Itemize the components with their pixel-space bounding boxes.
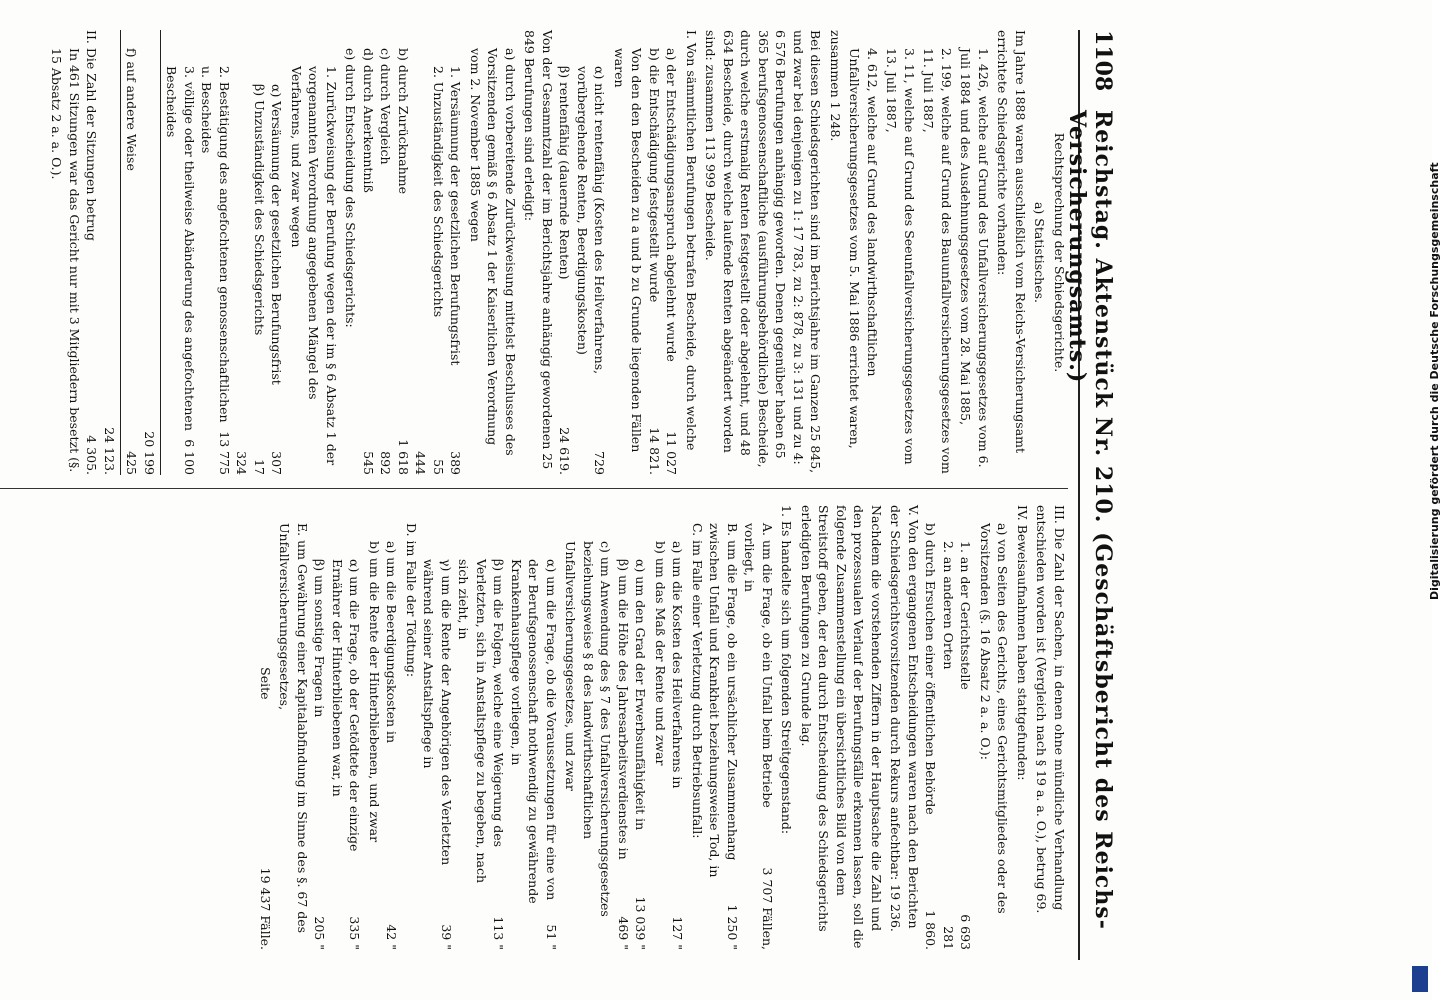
item-label: γ) um die Rente der Angehörigen des Verletzten während seiner Anstaltspflege in xyxy=(421,559,454,866)
item-label: β) rentenfähig (dauernde Renten) xyxy=(557,66,573,280)
item-label: 1. Es handelte sich um folgenden Streitgegenstand: xyxy=(779,505,795,835)
subtotal: 324 xyxy=(234,451,250,475)
item-label: d) durch Anerkenntniß xyxy=(361,48,376,193)
paragraph: Von der Gesammtzahl der im Berichtsjahre anhängig gewordenen 25 849 Berufungen sind erledigt: xyxy=(522,30,555,470)
item-label: c) um Anwendung des § 7 des Unfallversicherungsgesetzes beziehungsweise § 8 des landwirthschaftlichen Unfallversicherungsgesetzes, und zwar xyxy=(563,541,614,917)
item-label: a) um die Beerdigungskosten in xyxy=(384,541,400,744)
item-label: α) nicht rentenfähig (Kosten des Heilverfahrens, vorübergehende Renten, Beerdigungskosten) xyxy=(575,66,608,375)
item-value: 55 xyxy=(431,459,446,475)
item-label: 2. Unzuständigkeit des Schiedsgerichts xyxy=(431,66,446,318)
list-item: 1. 426, welche auf Grund des Unfallversicherungsgesetzes vom 6. Juli 1884 und des Ausdehnungsgesetzes vom 28. Mai 1885, xyxy=(958,48,991,468)
item-value: 51 " xyxy=(544,924,559,950)
item-label: a) durch vorbereitende Zurückweisung mittelst Beschlusses des Vorsitzenden gemäß § 6 Absatz 1 der Kaiserlichen Verordnung vom 2. November 1885 wegen xyxy=(468,48,518,456)
item-value: 1 860. xyxy=(923,910,939,950)
dfg-logo xyxy=(1412,966,1428,992)
item-value: 6 100 xyxy=(182,439,197,475)
section-heading: I. Von sämmtlichen Berufungen betrafen Bescheide, durch welche xyxy=(684,30,699,451)
item-value: 11 027 xyxy=(664,431,680,475)
section-heading: III. Die Zahl der Sachen, in denen ohne mündliche Verhandlung entschieden worden ist (Vergleich nach § 19 a. a. O.), betrug 69. xyxy=(1034,505,1067,914)
item-label: α) um den Grad der Erwerbsunfähigkeit in xyxy=(633,559,649,831)
item-value: 1 250 " xyxy=(725,904,740,950)
seite-label: Seite xyxy=(258,667,273,700)
intro-text: Im Jahre 1888 waren ausschließlich vom Reichs-Versicherungsamt errichtete Schiedsgerichte vorhanden: xyxy=(995,30,1028,454)
item-label: b) durch Zurücknahme xyxy=(396,48,411,195)
item-label: C. im Falle einer Verletzung durch Betriebsunfall: xyxy=(690,523,705,839)
item-value: 13 775 xyxy=(217,431,232,475)
page-title: Reichstag. Aktenstück Nr. 210. (Geschäftsbericht des Reichs-Versicherungsamts.) xyxy=(1064,110,1116,930)
digitization-credit: Digitalisierung gefördert durch die Deutsche Forschungsgemeinschaft xyxy=(1428,162,1441,600)
item-value: 6 693 xyxy=(958,914,974,950)
item-label: D. im Falle der Tödtung: xyxy=(404,523,419,678)
item-label: β) um sonstige Fragen in xyxy=(312,559,328,718)
item-label: a) um die Kosten des Heilverfahrens in xyxy=(670,541,686,789)
item-label: α) um die Frage, ob die Voraussetzungen für eine von der Berufsgenossenschaft nothwendig zu gewährende Krankenhauspflege vorliegen, in xyxy=(509,559,559,904)
total-line: zusammen 1 248. xyxy=(828,30,843,142)
item-value: 389 xyxy=(448,451,464,475)
item-label: 3. völlige oder theilweise Abänderung des angefochtenen Bescheides xyxy=(164,66,197,431)
item-value: 469 " xyxy=(616,916,631,950)
paragraph: Nachdem die vorstehenden Ziffern in der Hauptsache die Zahl und den prozessualen Verlauf der Berufungsfälle erkennen lassen, soll die folgende Zusammenstellung ein übersichtliches Bild von dem Streitstoff geben, der den durch Entscheidung des Schiedsgerichts erledigten Berufungen zu Grunde lag. xyxy=(799,505,884,949)
item-value: 17 xyxy=(252,459,267,475)
item-value: 4 305. xyxy=(84,435,100,475)
item-value: 425 xyxy=(124,451,140,475)
section-heading: IV. Beweisaufnahmen haben stattgefunden: xyxy=(1015,505,1030,781)
page-number: 1108 xyxy=(1090,30,1116,92)
paragraph: Bei diesen Schiedsgerichten sind im Berichtsjahre im Ganzen 25 845, und zwar bei denjenigen zu 1: 17 783, zu 2: 878, zu 3: 131 und zu 4: 6 576 Berufungen anhängig geworden. Denen gegenüber haben 65 365 berufsgenossenschaftliche (ausführungsbehördliche) Bescheide, durch welche erstmalig Renten festgestellt oder abgelehnt, und 48 634 Bescheide, durch welche laufende Renten abgeändert worden sind: zusammen 113 999 Bescheide. xyxy=(703,30,824,474)
item-value: 729 xyxy=(592,451,608,475)
item-label: 1. Zurückweisung der Berufung wegen der im § 6 Absatz 1 der vorgenannten Verordnung angegebenen Mängel des Verfahrens, und zwar wegen xyxy=(289,66,339,466)
item-label: b) um das Maß der Rente und zwar xyxy=(653,541,668,766)
item-value: 14 821. xyxy=(647,427,662,475)
subtotal: 20 199 xyxy=(142,431,157,475)
seite-total: 19 437 Fälle. xyxy=(258,867,273,950)
item-label: b) die Entschädigung festgestellt wurde xyxy=(647,48,662,303)
item-label: c) durch Vergleich xyxy=(378,48,394,165)
subhead-a: a) Statistisches. xyxy=(1032,201,1048,304)
item-label: a) von Seiten des Gerichts, eines Gerichtsmitgliedes oder des Vorsitzenden (§. 16 Absatz 2 a. a. O.): xyxy=(978,523,1011,914)
list-item: 3. 11, welche auf Grund des Seeunfallversicherungsgesetzes vom 13. Juli 1887, xyxy=(884,48,917,465)
item-label: b) um die Rente der Hinterbliebenen, und zwar xyxy=(367,541,382,843)
item-label: β) um die Folgen, welche eine Weigerung des Verletzten, sich in Anstaltspflege zu begeben, nach sich zieht, in xyxy=(456,559,507,884)
grand-total: 24 123. xyxy=(102,427,117,475)
left-column xyxy=(46,30,1068,475)
item-label: β) um die Höhe des Jahresarbeitsverdienstes in xyxy=(616,559,631,860)
item-label: A. um die Frage, ob ein Unfall beim Betriebe vorliegt, in xyxy=(742,523,775,808)
item-label: α) Versäumung der gesetzlichen Berufungsfrist xyxy=(269,84,285,385)
section-heading: II. Die Zahl der Sitzungen betrug xyxy=(84,30,100,241)
item-value: 545 xyxy=(361,451,376,475)
subtotal: 444 xyxy=(413,451,429,475)
item-value: 3 707 Fällen, xyxy=(760,867,775,950)
item-value: 127 " xyxy=(670,916,686,950)
item-value: 892 xyxy=(378,451,394,475)
section-heading: V. Von den ergangenen Entscheidungen waren nach den Berichten der Schiedsgerichtsvorsitzenden durch Rekurs anfechtbar: 19 236. xyxy=(888,505,921,932)
item-label: e) durch Entscheidung des Schiedsgerichts: xyxy=(343,48,359,328)
item-label: a) der Entschädigungsanspruch abgelehnt wurde xyxy=(664,48,680,362)
item-value: 13 039 " xyxy=(633,896,649,950)
item-label: β) Unzuständigkeit des Schiedsgerichts xyxy=(252,84,267,336)
item-label: 2. Bestätigung des angefochtenen genossenschaftlichen u. Bescheides xyxy=(199,66,232,423)
item-value: 335 " xyxy=(347,916,363,950)
item-value: 1 618 xyxy=(396,439,411,475)
list-item: 4. 612, welche auf Grund des landwirthschaftlichen Unfallversicherungsgesetzes vom 5. Mai 1886 errichtet waren, xyxy=(847,48,880,449)
right-column xyxy=(257,505,1069,950)
item-value: 42 " xyxy=(384,924,400,950)
item-value: 281 xyxy=(941,926,956,950)
digitization-sidebar xyxy=(1408,0,1441,1000)
item-value: 307 xyxy=(269,451,285,475)
item-label: B. um die Frage, ob ein ursächlicher Zusammenhang zwischen Unfall und Krankheit beziehungsweise Tod, in xyxy=(707,523,740,878)
page-header xyxy=(1064,30,1120,960)
paragraph: Von den den Bescheiden zu a und b zu Grunde liegenden Fällen waren xyxy=(612,48,645,453)
item-value: 39 " xyxy=(439,924,454,950)
column-divider xyxy=(0,488,1068,489)
item-label: 1. an der Gerichtsstelle xyxy=(958,541,974,690)
paragraph: In 461 Sitzungen war das Gericht nur mit 3 Mitgliedern besetzt (§. 15 Absatz 2 a. a. O.). xyxy=(49,48,82,473)
item-value: 205 " xyxy=(312,916,328,950)
item-label: 2. an anderen Orten xyxy=(941,541,956,670)
item-label: 1. Versäumung der gesetzlichen Berufungsfrist xyxy=(448,66,464,366)
item-label: b) durch Ersuchen einer öffentlichen Behörde xyxy=(923,523,939,815)
item-label: f) auf andere Weise xyxy=(124,48,140,171)
item-label: E. um Gewährung einer Kapitalabfindung im Sinne des §. 67 des Unfallversicherungsgesetzes, xyxy=(277,523,310,934)
item-value: 24 619. xyxy=(557,427,573,475)
list-item: 2. 199, welche auf Grund des Bauunfallversicherungsgesetzes vom 11. Juli 1887, xyxy=(921,48,954,474)
item-label: α) um die Frage, ob der Getödtete der einzige Ernährer der Hinterbliebenen war, in xyxy=(330,559,363,852)
subhead: Rechtsprechung der Schiedsgerichte. xyxy=(1052,132,1067,373)
item-value: 113 " xyxy=(491,916,507,950)
